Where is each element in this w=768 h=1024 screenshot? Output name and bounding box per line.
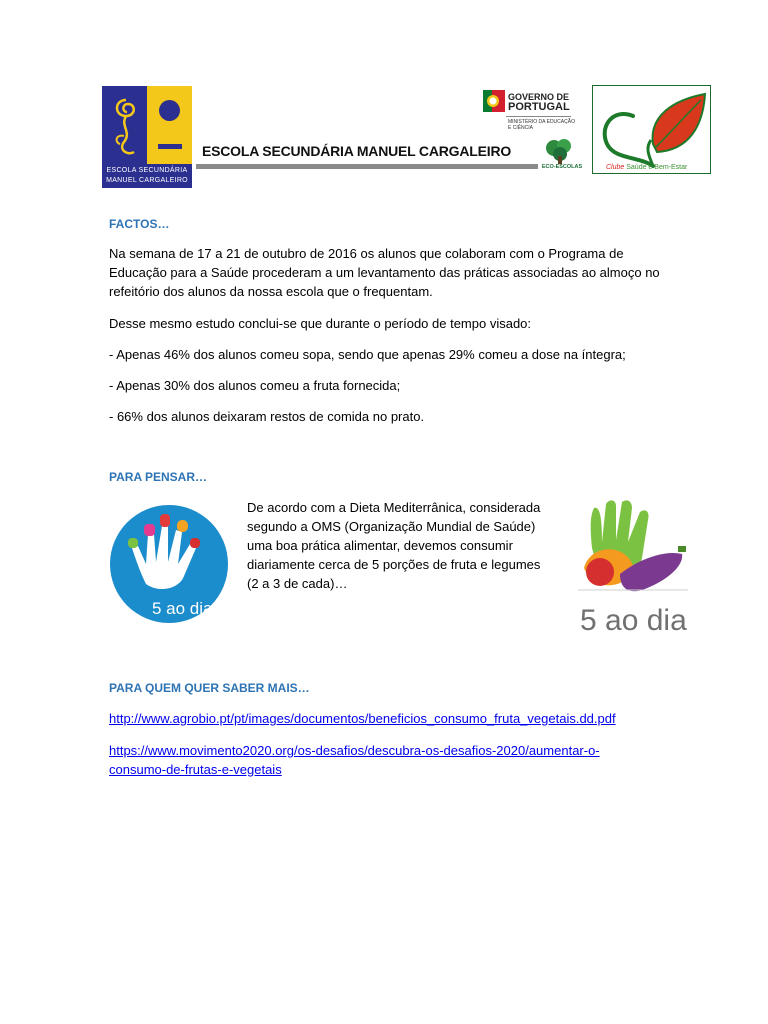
title-divider [196,164,538,169]
gov-title-line2: PORTUGAL [508,101,570,113]
school-logo [102,86,192,188]
five-a-day-right-text: 5 ao dia [580,604,687,637]
intro-paragraph: Na semana de 17 a 21 de outubro de 2016 os alunos que colaboram com o Programa de Educação para a Saúde procederam a um levantamento das práticas associadas ao almoço no refeitório dos alunos da nossa escola que o frequentam. [109,246,660,299]
eco-escolas-label: ECO-ESCOLAS [541,164,583,170]
gov-ministry: MINISTÉRIO DA EDUCAÇÃO E CIÊNCIA [508,119,575,131]
movimento2020-link[interactable]: https://www.movimento2020.org/os-desafios/descubra-os-desafios-2020/aumentar-o-consumo-de-frutas-e-vegetais [109,743,600,777]
agrobio-link[interactable]: http://www.agrobio.pt/pt/images/documentos/beneficios_consumo_fruta_vegetais.dd.pdf [109,711,616,726]
five-a-day-left-text: 5 ao dia [152,599,213,618]
school-logo-caption-line2: MANUEL CARGALEIRO [106,177,188,184]
club-prefix: Clube [606,164,625,171]
eco-escolas-logo-icon [540,138,580,176]
gov-title-line1: GOVERNO DE [508,92,570,102]
saber-mais-heading: PARA QUEM QUER SABER MAIS… [109,681,310,695]
five-a-day-hand-logo-icon [570,498,695,638]
pensar-heading: PARA PENSAR… [109,470,208,484]
school-logo-caption-line1: ESCOLA SECUNDÁRIA [106,167,188,174]
fact-soup: - Apenas 46% dos alunos comeu sopa, sendo que apenas 29% comeu a dose na íntegra; [109,347,626,362]
fact-fruit: - Apenas 30% dos alunos comeu a fruta fornecida; [109,378,401,393]
school-title: ESCOLA SECUNDÁRIA MANUEL CARGALEIRO [202,143,512,159]
fact-leftovers: - 66% dos alunos deixaram restos de comida no prato. [109,409,425,424]
school-emblem-icon [106,92,146,162]
mediterranean-diet-paragraph: De acordo com a Dieta Mediterrânica, considerada segundo a OMS (Organização Mundial de Saúde) uma boa prática alimentar, devemos consumir diariamente cerca de 5 porções de fruta e legumes (2 a 3 de cada)… [247,500,541,591]
club-name-label [606,164,687,171]
study-paragraph: Desse mesmo estudo conclui-se que durante o período de tempo visado: [109,316,532,331]
heart-leaf-icon [593,86,710,173]
club-name: Saúde e Bem-Estar [626,164,688,171]
factos-heading: FACTOS… [109,217,170,231]
club-logo [592,85,711,174]
five-a-day-blue-logo-icon [106,504,232,624]
